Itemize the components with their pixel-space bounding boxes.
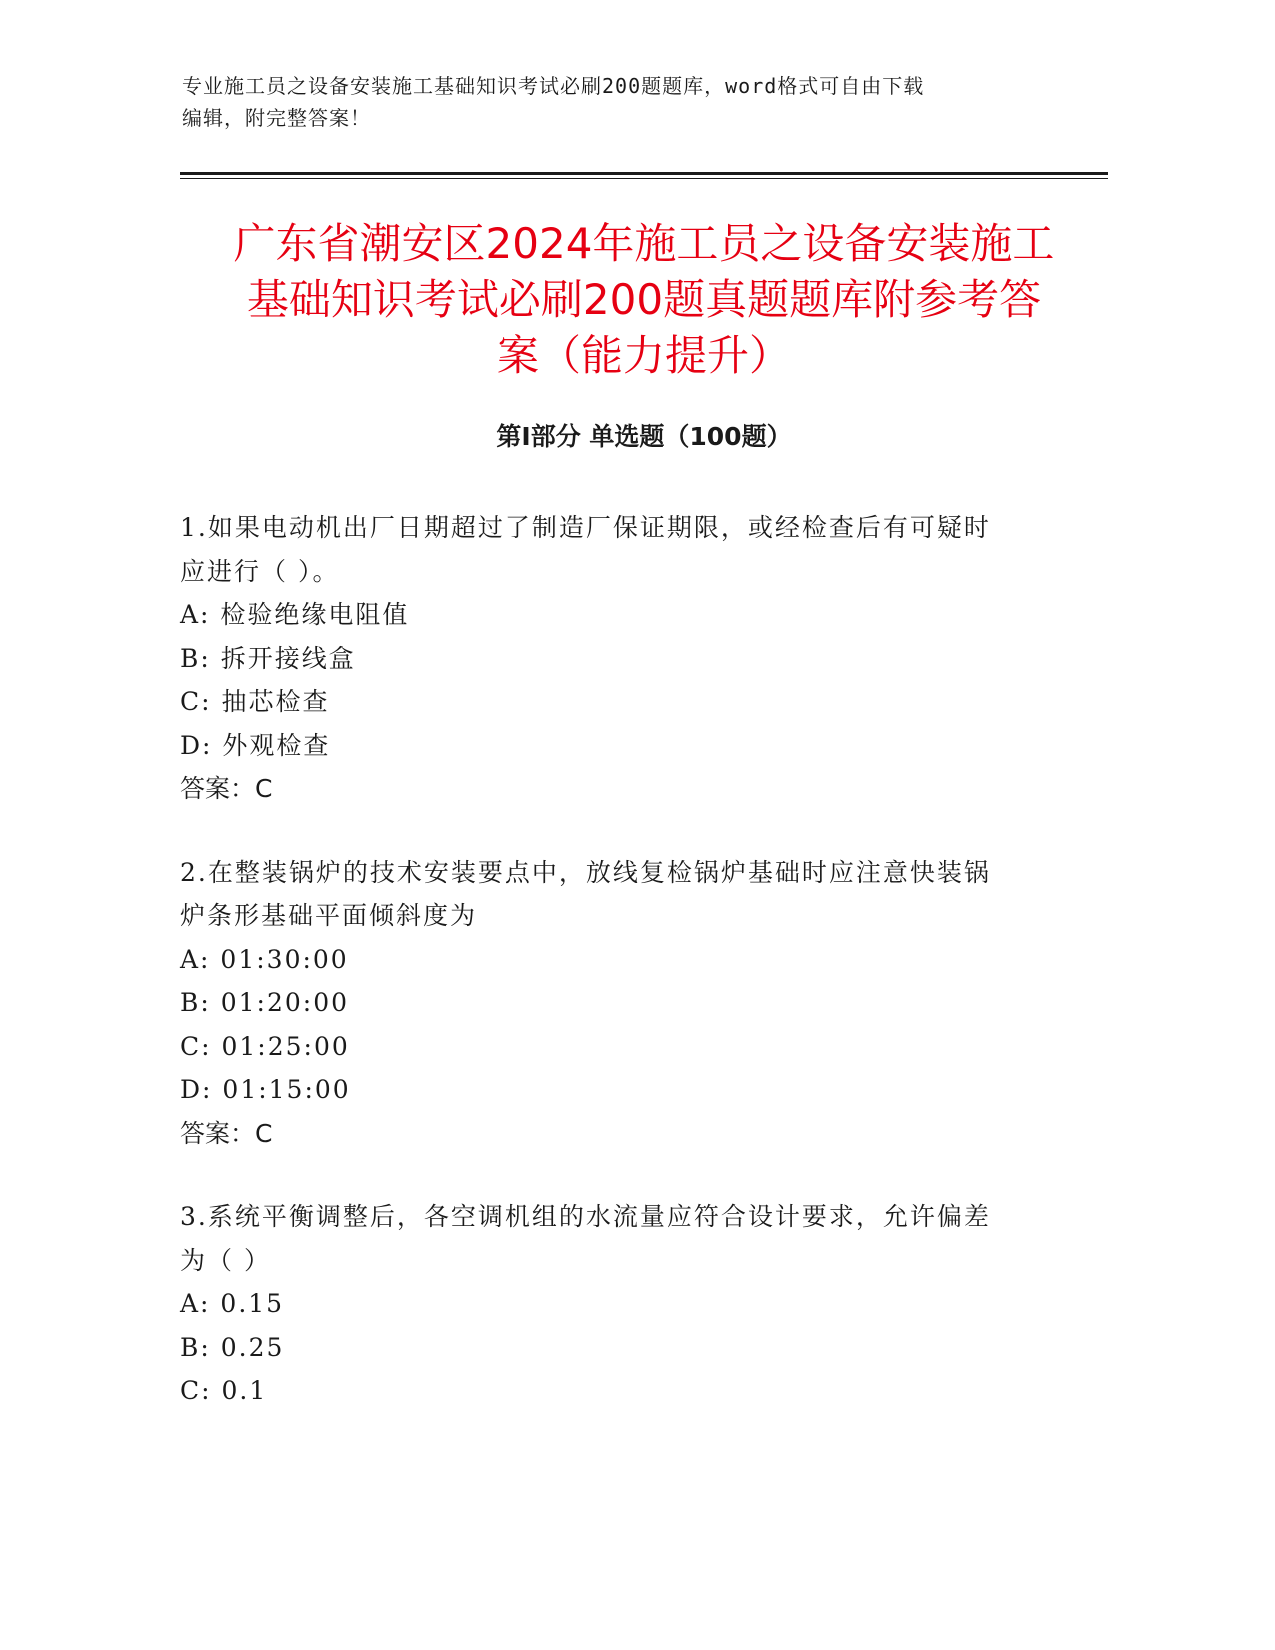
option-d: D: 外观检查 bbox=[180, 730, 331, 760]
document-title-line-2: 基础知识考试必刷200题真题题库附参考答 bbox=[246, 275, 1042, 324]
question-stem-line: 2.在整装锅炉的技术安装要点中，放线复检锅炉基础时应注意快装锅 bbox=[180, 857, 991, 887]
option-b: B: 01:20:00 bbox=[180, 988, 350, 1017]
option-c: C: 抽芯检查 bbox=[180, 687, 330, 716]
option-c: C: 0.1 bbox=[180, 1376, 268, 1405]
question-list bbox=[180, 506, 1040, 1453]
question-2 bbox=[180, 851, 1040, 1156]
option-b: B: 0.25 bbox=[180, 1332, 285, 1362]
option-a: A: 01:30:00 bbox=[180, 944, 349, 974]
document-title-line-1: 广东省潮安区2024年施工员之设备安装施工 bbox=[233, 219, 1055, 268]
question-stem-line: 3.系统平衡调整后，各空调机组的水流量应符合设计要求，允许偏差 bbox=[180, 1202, 991, 1231]
option-c: C: 01:25:00 bbox=[180, 1031, 350, 1061]
section-title: 第Ⅰ部分 单选题（100题） bbox=[496, 422, 792, 451]
option-d: D: 01:15:00 bbox=[180, 1075, 351, 1104]
header-note-line-2: 编辑，附完整答案！ bbox=[182, 106, 371, 130]
question-stem-line: 应进行（ ）。 bbox=[180, 556, 340, 586]
header-divider-thick bbox=[180, 172, 1108, 175]
option-a: A: 检验绝缘电阻值 bbox=[180, 600, 410, 629]
question-stem-line: 为（ ） bbox=[180, 1245, 271, 1275]
answer: 答案：C bbox=[180, 1118, 273, 1148]
document-title bbox=[180, 216, 1108, 384]
header-divider-thin bbox=[180, 178, 1108, 179]
document-title-line-3: 案（能力提升） bbox=[496, 331, 791, 380]
question-stem-line: 炉条形基础平面倾斜度为 bbox=[180, 901, 478, 930]
header-note bbox=[182, 70, 1062, 134]
option-a: A: 0.15 bbox=[180, 1289, 285, 1318]
question-stem-line: 1.如果电动机出厂日期超过了制造厂保证期限，或经检查后有可疑时 bbox=[180, 513, 991, 542]
option-b: B: 拆开接线盒 bbox=[180, 643, 356, 673]
question-1 bbox=[180, 506, 1040, 811]
answer: 答案：C bbox=[180, 774, 273, 803]
question-3 bbox=[180, 1195, 1040, 1413]
header-note-line-1: 专业施工员之设备安装施工基础知识考试必刷200题题库，word格式可自由下载 bbox=[182, 74, 925, 98]
